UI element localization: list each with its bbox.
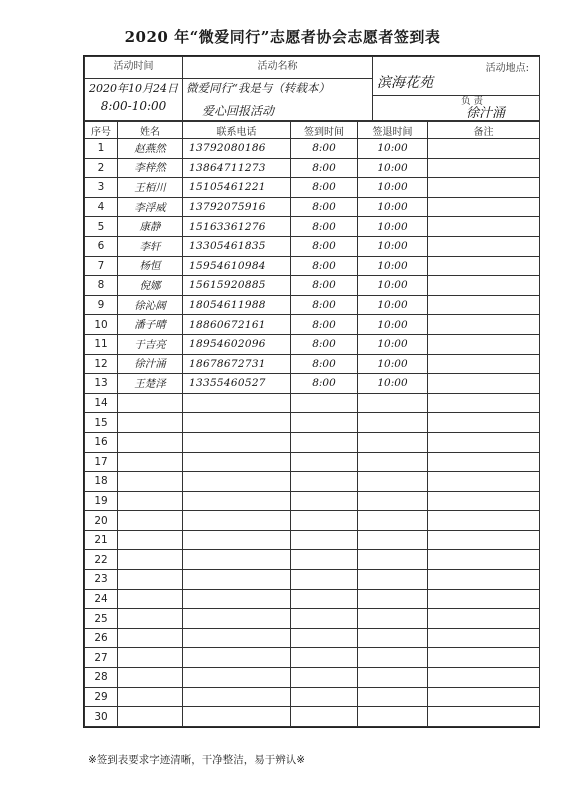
volunteer-name [118, 570, 183, 590]
row-number: 21 [85, 530, 118, 550]
table-row [85, 550, 540, 570]
sign-out-time [358, 452, 428, 472]
row-number: 14 [85, 393, 118, 413]
sign-in-time [291, 472, 358, 492]
remark-cell [428, 668, 540, 688]
table-row [85, 687, 540, 707]
table-row [85, 315, 540, 335]
remark-cell [428, 158, 540, 178]
sign-out-time [358, 648, 428, 668]
table-row [85, 491, 540, 511]
sign-out-time: 10:00 [358, 139, 428, 159]
activity-time-label: 活动时间 [113, 61, 154, 72]
remark-cell [428, 236, 540, 256]
sign-in-time: 8:00 [291, 178, 358, 198]
table-row [85, 158, 540, 178]
sign-in-time: 8:00 [291, 334, 358, 354]
table-row [85, 139, 540, 159]
row-number: 23 [85, 570, 118, 590]
row-number: 30 [85, 707, 118, 727]
sign-out-time [358, 511, 428, 531]
volunteer-name [118, 648, 183, 668]
row-number: 5 [85, 217, 118, 237]
phone-number: 15105461221 [183, 178, 291, 198]
table-row [85, 178, 540, 198]
activity-place-label: 活动地点: [485, 63, 529, 74]
table-row [85, 374, 540, 394]
sign-in-time [291, 491, 358, 511]
col-phone-header: 联系电话 [183, 122, 291, 139]
sign-out-time: 10:00 [358, 197, 428, 217]
volunteer-name [118, 393, 183, 413]
row-number: 24 [85, 589, 118, 609]
sign-in-time: 8:00 [291, 197, 358, 217]
col-signout-header: 签退时间 [358, 122, 428, 139]
remark-cell [428, 295, 540, 315]
sign-out-time [358, 472, 428, 492]
table-row [85, 628, 540, 648]
sign-in-time [291, 413, 358, 433]
phone-number: 18054611988 [183, 295, 291, 315]
volunteer-name: 徐沁阔 [118, 295, 183, 315]
remark-cell [428, 139, 540, 159]
remark-cell [428, 609, 540, 629]
phone-number [183, 668, 291, 688]
row-number: 16 [85, 432, 118, 452]
leader-label: 负 责 [460, 96, 483, 107]
volunteer-name: 徐汁涌 [118, 354, 183, 374]
sign-in-time: 8:00 [291, 276, 358, 296]
sign-out-time [358, 570, 428, 590]
sign-in-time: 8:00 [291, 217, 358, 237]
phone-number [183, 589, 291, 609]
row-number: 11 [85, 334, 118, 354]
volunteer-name [118, 432, 183, 452]
col-remark-header: 备注 [428, 122, 540, 139]
volunteer-name [118, 452, 183, 472]
volunteer-name [118, 589, 183, 609]
phone-number [183, 491, 291, 511]
place-cell [373, 57, 540, 96]
remark-cell [428, 707, 540, 727]
table-row [85, 236, 540, 256]
sign-out-time: 10:00 [358, 217, 428, 237]
row-number: 3 [85, 178, 118, 198]
remark-cell [428, 276, 540, 296]
volunteer-name [118, 550, 183, 570]
phone-number [183, 550, 291, 570]
phone-number [183, 511, 291, 531]
row-number: 12 [85, 354, 118, 374]
sign-in-time [291, 550, 358, 570]
sign-in-time: 8:00 [291, 158, 358, 178]
col-name-header: 姓名 [118, 122, 183, 139]
table-row [85, 256, 540, 276]
leader-cell [373, 96, 540, 121]
volunteer-name [118, 472, 183, 492]
leader-value: 徐汁涌 [465, 106, 505, 121]
sign-out-time [358, 628, 428, 648]
sign-in-time [291, 511, 358, 531]
sign-in-time: 8:00 [291, 236, 358, 256]
phone-number [183, 570, 291, 590]
row-number: 26 [85, 628, 118, 648]
volunteer-name: 王楚泽 [118, 374, 183, 394]
sign-out-time [358, 550, 428, 570]
activity-name-label: 活动名称 [257, 61, 298, 72]
remark-cell [428, 550, 540, 570]
sign-in-time [291, 570, 358, 590]
phone-number: 13792075916 [183, 197, 291, 217]
remark-cell [428, 570, 540, 590]
row-number: 4 [85, 197, 118, 217]
row-number: 10 [85, 315, 118, 335]
activity-place-value: 滨海花苑 [377, 75, 433, 91]
volunteer-name [118, 413, 183, 433]
sign-out-time: 10:00 [358, 315, 428, 335]
volunteer-name [118, 707, 183, 727]
sign-in-time [291, 452, 358, 472]
row-number: 13 [85, 374, 118, 394]
table-row [85, 707, 540, 727]
sign-out-time: 10:00 [358, 334, 428, 354]
sign-out-time: 10:00 [358, 276, 428, 296]
remark-cell [428, 472, 540, 492]
row-number: 6 [85, 236, 118, 256]
row-number: 20 [85, 511, 118, 531]
phone-number: 13305461835 [183, 236, 291, 256]
sign-out-time: 10:00 [358, 236, 428, 256]
sign-out-time: 10:00 [358, 295, 428, 315]
row-number: 22 [85, 550, 118, 570]
col-no-header: 序号 [85, 122, 118, 139]
sign-in-time [291, 589, 358, 609]
row-number: 15 [85, 413, 118, 433]
remark-cell [428, 393, 540, 413]
sign-in-time: 8:00 [291, 354, 358, 374]
remark-cell [428, 374, 540, 394]
sign-in-time [291, 707, 358, 727]
sign-in-time [291, 648, 358, 668]
sign-out-time [358, 413, 428, 433]
row-number: 19 [85, 491, 118, 511]
row-number: 9 [85, 295, 118, 315]
sign-out-time [358, 687, 428, 707]
table-row [85, 393, 540, 413]
volunteer-name: 李梓然 [118, 158, 183, 178]
volunteer-name [118, 628, 183, 648]
column-header-row [85, 122, 540, 139]
sign-out-time [358, 668, 428, 688]
row-number: 18 [85, 472, 118, 492]
phone-number: 13792080186 [183, 139, 291, 159]
table-row [85, 354, 540, 374]
sign-in-time: 8:00 [291, 295, 358, 315]
phone-number: 13864711273 [183, 158, 291, 178]
row-number: 28 [85, 668, 118, 688]
remark-cell [428, 511, 540, 531]
table-row [85, 511, 540, 531]
remark-cell [428, 315, 540, 335]
phone-number [183, 432, 291, 452]
phone-number: 15163361276 [183, 217, 291, 237]
table-row [85, 530, 540, 550]
name-label-cell [183, 57, 373, 79]
activity-name-value-line1: 微爱同行“我是与（转载本） [186, 81, 330, 95]
phone-number [183, 413, 291, 433]
volunteer-name: 赵燕然 [118, 139, 183, 159]
remark-cell [428, 217, 540, 237]
sign-out-time: 10:00 [358, 158, 428, 178]
table-row [85, 452, 540, 472]
sign-out-time: 10:00 [358, 178, 428, 198]
remark-cell [428, 530, 540, 550]
activity-name-value-line2: 爱心回报活动 [202, 104, 275, 118]
sign-out-time [358, 707, 428, 727]
remark-cell [428, 354, 540, 374]
remark-cell [428, 256, 540, 276]
row-number: 8 [85, 276, 118, 296]
sign-in-time: 8:00 [291, 374, 358, 394]
sign-out-time: 10:00 [358, 256, 428, 276]
phone-number [183, 707, 291, 727]
sign-in-time [291, 530, 358, 550]
sign-out-time: 10:00 [358, 354, 428, 374]
sign-in-time: 8:00 [291, 256, 358, 276]
row-number: 1 [85, 139, 118, 159]
remark-cell [428, 197, 540, 217]
volunteer-name [118, 530, 183, 550]
volunteer-name: 潘子晴 [118, 315, 183, 335]
phone-number: 18954602096 [183, 334, 291, 354]
page-title: 2020 年“微爱同行”志愿者协会志愿者签到表 [124, 28, 441, 46]
activity-date-value: 2020年10月24日 [89, 82, 178, 95]
row-number: 7 [85, 256, 118, 276]
sign-in-time [291, 432, 358, 452]
phone-number [183, 648, 291, 668]
table-row [85, 570, 540, 590]
volunteer-name [118, 491, 183, 511]
table-row [85, 648, 540, 668]
sign-in-sheet [83, 55, 540, 728]
remark-cell [428, 589, 540, 609]
table-row [85, 668, 540, 688]
remark-cell [428, 334, 540, 354]
phone-number: 18860672161 [183, 315, 291, 335]
phone-number [183, 530, 291, 550]
table-row [85, 609, 540, 629]
time-label-cell [85, 57, 183, 79]
table-row [85, 413, 540, 433]
table-row [85, 276, 540, 296]
remark-cell [428, 413, 540, 433]
volunteer-name: 于吉亮 [118, 334, 183, 354]
phone-number [183, 472, 291, 492]
volunteer-name: 杨恒 [118, 256, 183, 276]
sign-out-time [358, 432, 428, 452]
remark-cell [428, 432, 540, 452]
table-row [85, 217, 540, 237]
sign-in-time: 8:00 [291, 139, 358, 159]
table-row [85, 432, 540, 452]
header-table [84, 56, 540, 121]
row-number: 29 [85, 687, 118, 707]
remark-cell [428, 491, 540, 511]
table-row [85, 472, 540, 492]
phone-number: 15954610984 [183, 256, 291, 276]
volunteer-name: 李轩 [118, 236, 183, 256]
phone-number [183, 609, 291, 629]
volunteer-name [118, 687, 183, 707]
volunteer-name [118, 511, 183, 531]
sign-out-time [358, 589, 428, 609]
table-row [85, 334, 540, 354]
sign-out-time: 10:00 [358, 374, 428, 394]
volunteer-name [118, 609, 183, 629]
name-value-cell [183, 79, 373, 121]
attendance-table [84, 121, 540, 727]
volunteer-name [118, 668, 183, 688]
phone-number [183, 628, 291, 648]
volunteer-name: 倪娜 [118, 276, 183, 296]
volunteer-name: 王栢川 [118, 178, 183, 198]
row-number: 17 [85, 452, 118, 472]
row-number: 25 [85, 609, 118, 629]
phone-number: 13355460527 [183, 374, 291, 394]
activity-time-range: 8:00-10:00 [100, 99, 167, 113]
remark-cell [428, 178, 540, 198]
sign-out-time [358, 609, 428, 629]
time-value-cell [85, 79, 183, 121]
row-number: 27 [85, 648, 118, 668]
sign-in-time [291, 393, 358, 413]
phone-number [183, 687, 291, 707]
volunteer-name: 康静 [118, 217, 183, 237]
table-row [85, 197, 540, 217]
remark-cell [428, 687, 540, 707]
col-signin-header: 签到时间 [291, 122, 358, 139]
phone-number [183, 452, 291, 472]
sign-out-time [358, 530, 428, 550]
sign-in-time: 8:00 [291, 315, 358, 335]
footer-note: ※签到表要求字迹清晰，干净整洁，易于辨认※ [88, 754, 306, 766]
phone-number: 15615920885 [183, 276, 291, 296]
row-number: 2 [85, 158, 118, 178]
remark-cell [428, 452, 540, 472]
volunteer-name: 李浮威 [118, 197, 183, 217]
sign-out-time [358, 393, 428, 413]
table-row [85, 295, 540, 315]
remark-cell [428, 648, 540, 668]
sign-in-time [291, 668, 358, 688]
attendance-rows [85, 139, 540, 727]
sign-in-time [291, 609, 358, 629]
sign-in-time [291, 628, 358, 648]
phone-number [183, 393, 291, 413]
phone-number: 18678672731 [183, 354, 291, 374]
sign-out-time [358, 491, 428, 511]
sign-in-time [291, 687, 358, 707]
remark-cell [428, 628, 540, 648]
table-row [85, 589, 540, 609]
